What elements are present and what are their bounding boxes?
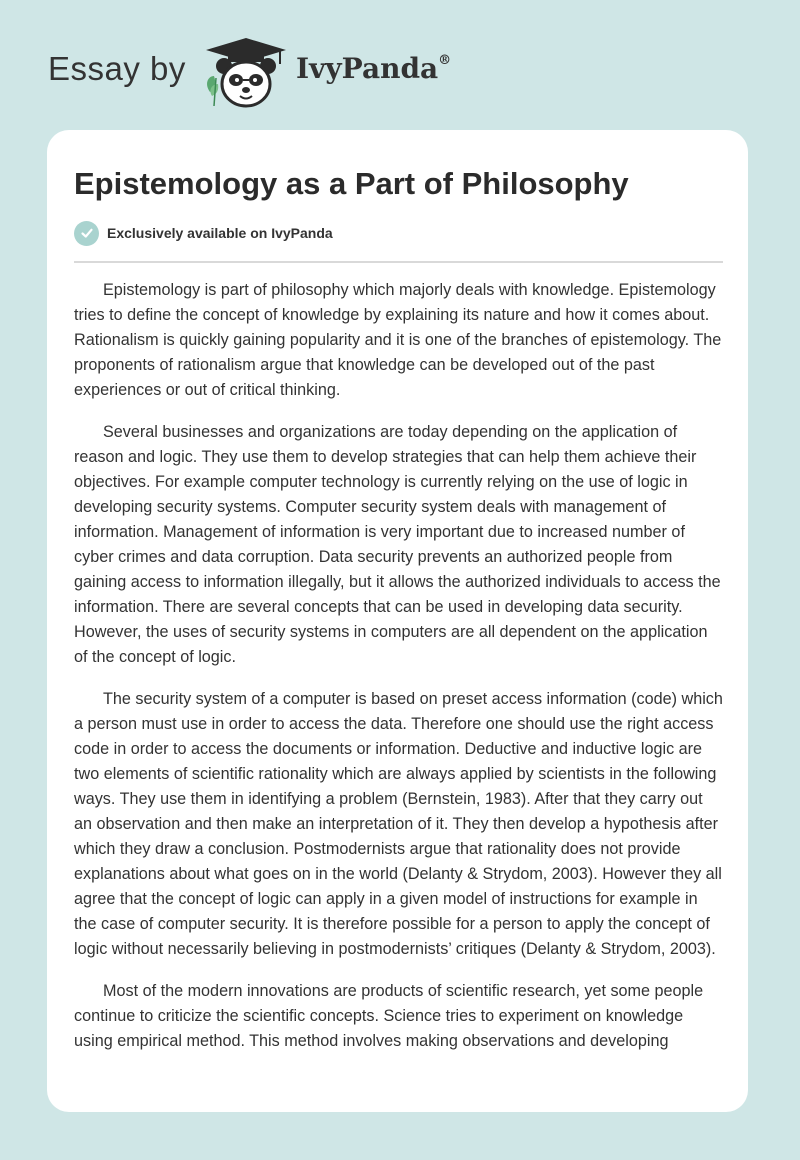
- paragraph: Several businesses and organizations are today depending on the application of reason and logic. They use them to develop strategies that can help them achieve their objectives. For example computer technology is currently relying on the use of logic in developing security systems. Computer security system deals with management of information. Management of information is very important due to increased number of cyber crimes and data corruption. Data security prevents an authorized people from gaining access to information illegally, but it allows the authorized individuals to access the information. There are several concepts that can be used in developing data security. However, the uses of security systems in computers are all dependent on the application of the concept of logic.: [74, 423, 721, 666]
- brand-name: IvyPanda: [296, 52, 439, 85]
- trademark-symbol: ®: [438, 52, 452, 68]
- paragraph: Most of the modern innovations are products of scientific research, yet some people continue to criticize the scientific concepts. Science tries to experiment on knowledge using empirical method. This method involves making observations and developing: [74, 982, 704, 1050]
- ivypanda-logo-text[interactable]: [296, 52, 451, 85]
- paragraph: The security system of a computer is based on preset access information (code) which a person must use in order to access the data. Therefore one should use the right access code in order to access the documents or information. Deductive and inductive logic are two elements of scientific rationality which are always applied by scientists in the following ways. They use them in identifying a problem (Bernstein, 1983). After that they carry out an observation and then make an interpretation of it. They then develop a hypothesis after which they draw a conclusion. Postmodernists argue that rationality does not provide explanations about what goes on in the world (Delanty & Strydom, 2003). However they all agree that the concept of logic can apply in a given model of instructions for example in the case of computer security. It is therefore possible for a person to apply the concept of logic without necessarily believing in postmodernists’ critiques (Delanty & Strydom, 2003).: [74, 690, 723, 958]
- divider: [74, 261, 723, 263]
- exclusive-badge-label: Exclusively available on IvyPanda: [107, 225, 333, 241]
- check-icon: [74, 221, 99, 246]
- panda-graduate-icon[interactable]: [200, 34, 292, 110]
- essay-card: [47, 130, 748, 1112]
- essay-body: [74, 278, 724, 1071]
- page-title: Epistemology as a Part of Philosophy: [74, 166, 629, 201]
- paragraph: Epistemology is part of philosophy which majorly deals with knowledge. Epistemology tries to define the concept of knowledge by explaining its nature and how it comes about. Rationalism is quickly gaining popularity and it is one of the branches of epistemology. The proponents of rationalism argue that knowledge can be developed out of the past experiences or out of critical thinking.: [74, 281, 722, 399]
- exclusive-badge: [74, 220, 333, 246]
- site-header: [0, 0, 800, 130]
- essay-by-label: Essay by: [48, 50, 186, 87]
